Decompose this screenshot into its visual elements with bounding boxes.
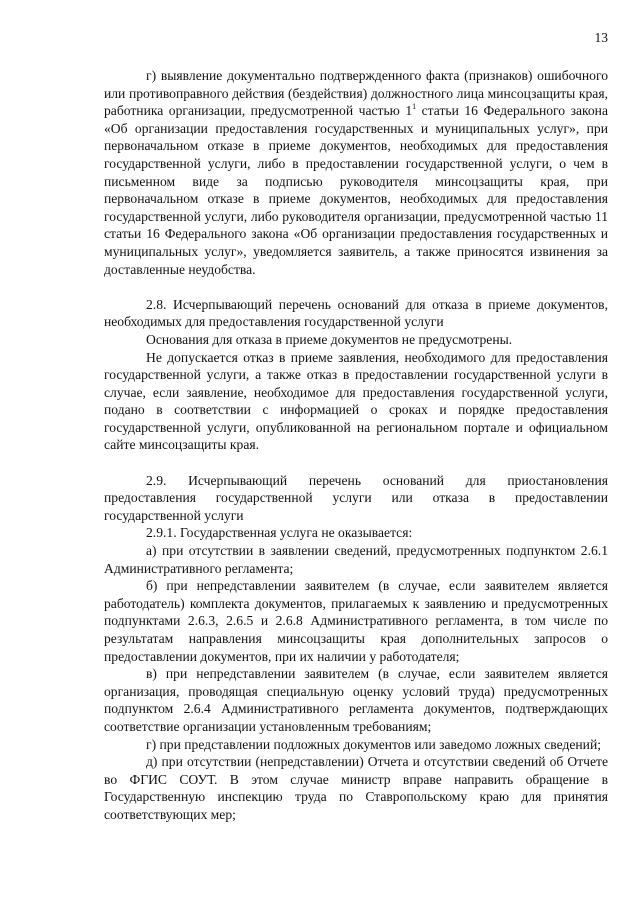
- paragraph-text: г) выявление документально подтвержденного факта (признаков) ошибочного или противоправного действия (бездействия) должностного лица минсоцзащиты края, работника организации, предусмотренной частью 1: [104, 68, 608, 119]
- paragraph-g-error-detection: [104, 67, 608, 278]
- section-heading-2-9: 2.9. Исчерпывающий перечень оснований для приостановления предоставления государственной услуги или отказа в предоставлении государственной услуги: [104, 472, 608, 523]
- section-heading-2-8: 2.8. Исчерпывающий перечень оснований для отказа в приеме документов, необходимых для предоставления государственной услуги: [104, 296, 608, 330]
- page-number: 13: [594, 30, 608, 45]
- paragraph-refusal-not-allowed: Не допускается отказ в приеме заявления, необходимого для предоставления государственной услуги, а также отказ в предоставлении государственной услуги в случае, если заявление, необходимое для предоставления государственной услуги, подано в соответствии с информацией о сроках и порядке предоставления государственной услуги, опубликованной на региональном портале и официальном сайте минсоцзащиты края.: [104, 349, 608, 453]
- superscript-footnote: 1: [412, 102, 417, 112]
- list-item-v: в) при непредставлении заявителем (в случае, если заявителем является организация, проводящая специальную оценку условий труда) предусмотренных подпунктом 2.6.4 Административного регламента документов, подтверждающих соответствие организации установленным требованиям;: [104, 666, 608, 734]
- paragraph-text-continued: статьи 16 Федерального закона «Об организации предоставления государственных и муниципальных услуг», при первоначальном отказе в приеме документов, необходимых для предоставления государственной услуги, либо в предоставлении государственной услуги, о чем в письменном виде за подписью руководителя минсоцзащиты края, при первоначальном отказе в приеме документов, необходимых для предоставления государственной услуги, либо руководителя организации, предусмотренной частью 11 статьи 16 Федерального закона «Об организации предоставления государственных и муниципальных услуг», уведомляется заявитель, а также приносятся извинения за доставленные неудобства.: [104, 103, 608, 277]
- document-body: [104, 67, 608, 824]
- paragraph-2-9-1: 2.9.1. Государственная услуга не оказывается:: [146, 525, 413, 541]
- paragraph-no-grounds: Основания для отказа в приеме документов не предусмотрены.: [146, 331, 513, 347]
- list-item-d: д) при отсутствии (непредставлении) Отчета и отсутствии сведений об Отчете во ФГИС СОУТ. В этом случае министр вправе направить обращение в Государственную инспекцию труда по Ставропольскому краю для принятия соответствующих мер;: [104, 754, 608, 822]
- list-item-b: б) при непредставлении заявителем (в случае, если заявителем является работодатель) комплекта документов, прилагаемых к заявлению и предусмотренных подпунктами 2.6.3, 2.6.5 и 2.6.8 Административного регламента, в том числе по результатам направления минсоцзащиты края дополнительных запросов о предоставлении документов, при их наличии у работодателя;: [104, 578, 608, 664]
- list-item-a: а) при отсутствии в заявлении сведений, предусмотренных подпунктом 2.6.1 Административного регламента;: [104, 543, 608, 576]
- list-item-g: г) при представлении подложных документов или заведомо ложных сведений;: [146, 736, 601, 752]
